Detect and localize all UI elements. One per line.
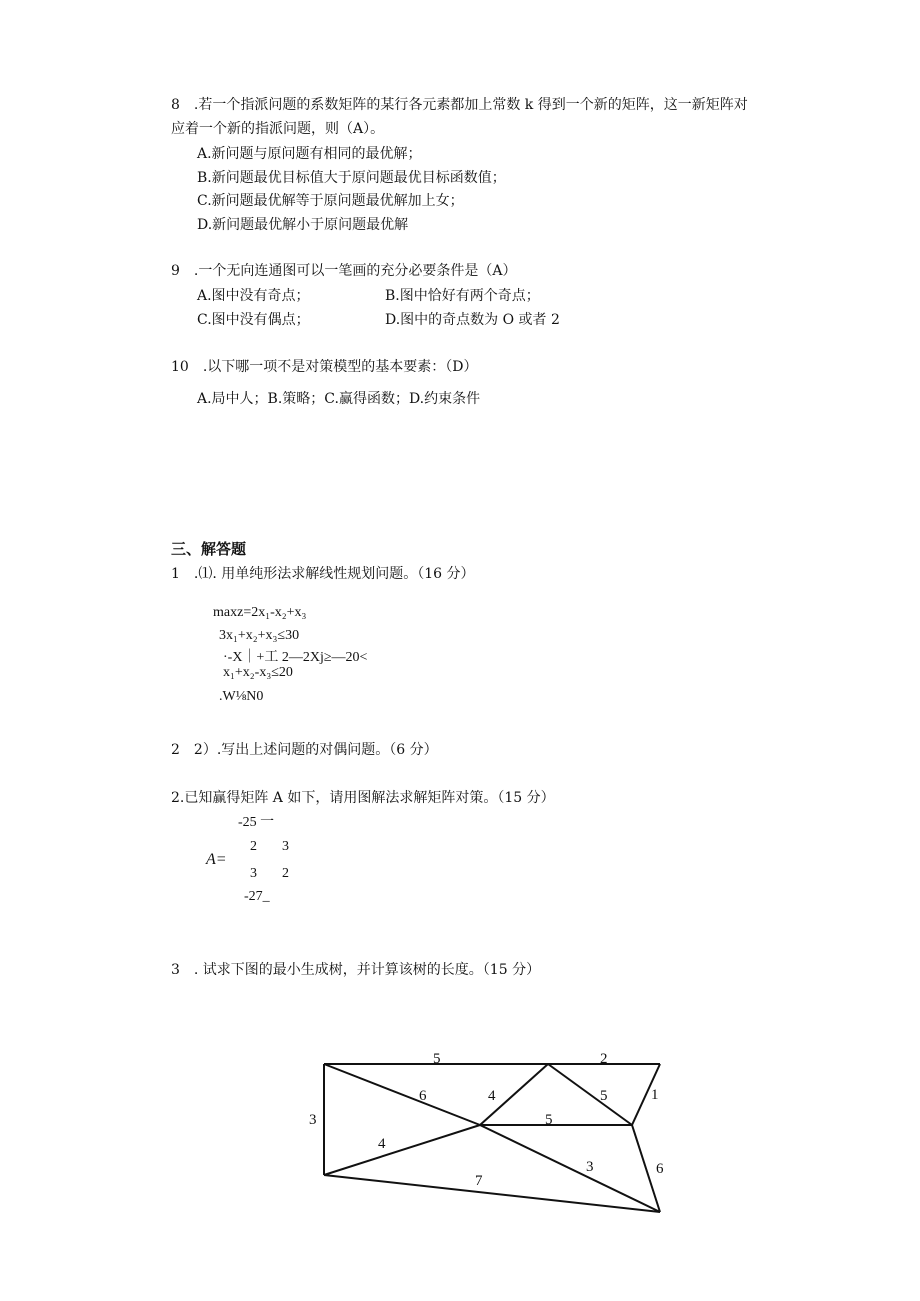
graph-edge	[324, 1175, 660, 1212]
matrix-cell-3-2: 2	[282, 866, 289, 881]
q8-option-d: D.新问题最优解小于原问题最优解	[197, 217, 409, 233]
matrix-row-1: -25 一	[238, 815, 275, 830]
q8-option-a: A.新问题与原问题有相同的最优解；	[197, 146, 422, 162]
graph-edge	[480, 1125, 660, 1212]
q9-option-d: D.图中的奇点数为 O 或者 2	[385, 312, 560, 328]
q9-option-a: A.图中没有奇点；	[197, 288, 310, 304]
edge-label: 2	[600, 1051, 608, 1067]
q9-option-b: B.图中恰好有两个奇点；	[385, 288, 540, 304]
edge-label: 5	[545, 1112, 553, 1128]
q8-stem-line2: 应着一个新的指派问题，则（A）。	[171, 121, 385, 137]
matrix-row-4: -27_	[244, 889, 270, 904]
matrix-cell-3-1: 3	[250, 866, 257, 881]
q10-stem: 10 .以下哪一项不是对策模型的基本要素：（D）	[171, 359, 478, 375]
lp-constraint-4: .W⅛N0	[219, 689, 264, 704]
lp-constraint-1: 3x₁+x₂+x₃≤30	[219, 628, 300, 643]
problem-2: 2.已知赢得矩阵 A 如下，请用图解法求解矩阵对策。（15 分）	[171, 790, 555, 806]
graph-edge	[548, 1064, 632, 1125]
section-heading: 三、解答题	[171, 540, 247, 558]
edge-label: 5	[600, 1088, 608, 1104]
edge-label: 6	[419, 1088, 427, 1104]
matrix-label: A=	[206, 851, 227, 868]
q9-option-c: C.图中没有偶点；	[197, 312, 310, 328]
graph-edge	[632, 1125, 660, 1212]
graph-edge	[324, 1064, 480, 1125]
edge-label: 3	[309, 1112, 317, 1128]
problem-1-part-1: 1 .⑴. 用单纯形法求解线性规划问题。（16 分）	[171, 566, 475, 582]
edge-label: 5	[433, 1051, 441, 1067]
q8-option-b: B.新问题最优目标值大于原问题最优目标函数值；	[197, 170, 506, 186]
problem-3: 3 . 试求下图的最小生成树，并计算该树的长度。（15 分）	[171, 962, 541, 978]
graph-edge	[632, 1064, 660, 1125]
lp-constraint-2: ·-X｜+工 2—2Xj≥—20<	[223, 650, 368, 665]
edge-label: 1	[651, 1087, 659, 1103]
edge-label: 4	[378, 1136, 386, 1152]
matrix-cell-2-2: 3	[282, 839, 289, 854]
graph-edge	[324, 1125, 480, 1175]
edge-label: 6	[656, 1161, 664, 1177]
edge-label: 3	[586, 1159, 594, 1175]
problem-1-part-2: 2 2）.写出上述问题的对偶问题。（6 分）	[171, 742, 438, 758]
edge-label: 4	[488, 1088, 496, 1104]
lp-objective: maxz=2x₁-x₂+x₃	[213, 605, 307, 620]
q8-option-c: C.新问题最优解等于原问题最优解加上女；	[197, 193, 464, 209]
q8-stem-line1: 8 .若一个指派问题的系数矩阵的某行各元素都加上常数 k 得到一个新的矩阵，这一新矩阵对	[171, 97, 748, 113]
q10-options: A.局中人；B.策略；C.赢得函数；D.约束条件	[197, 391, 481, 407]
edge-label: 7	[475, 1173, 483, 1189]
matrix-cell-2-1: 2	[250, 839, 257, 854]
lp-constraint-3: x₁+x₂-x₃≤20	[223, 665, 293, 680]
graph-edge	[480, 1064, 548, 1125]
q9-stem: 9 .一个无向连通图可以一笔画的充分必要条件是（A）	[171, 263, 517, 279]
